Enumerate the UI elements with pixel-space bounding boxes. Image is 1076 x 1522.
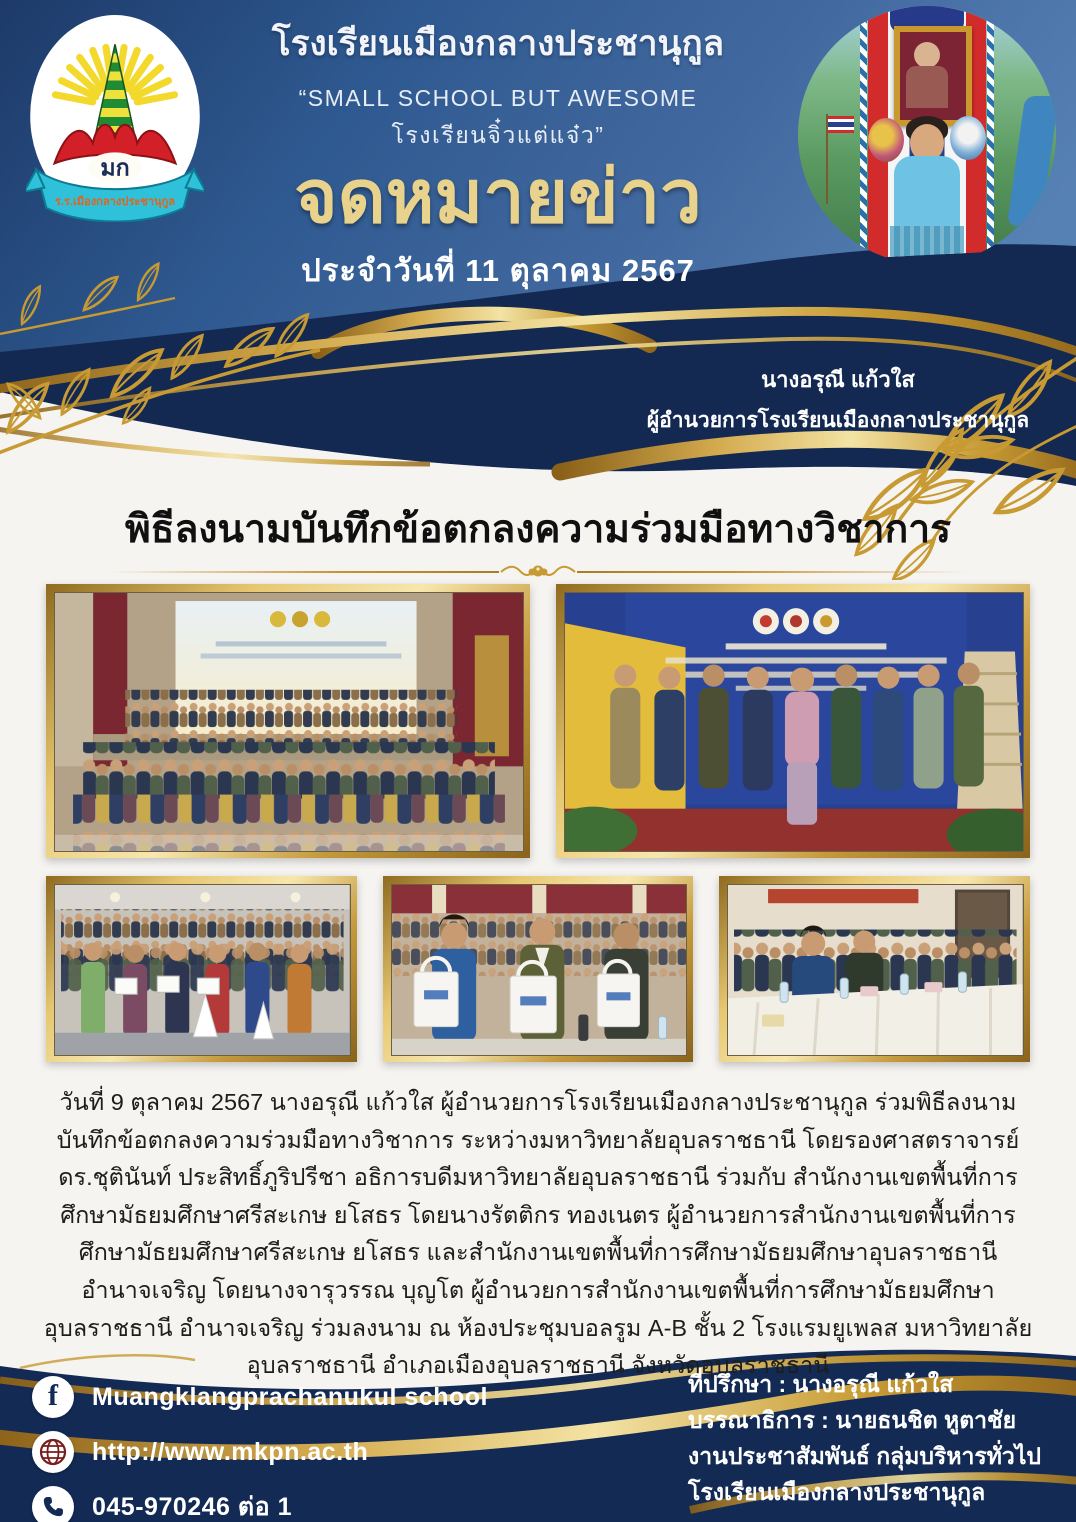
facebook-icon: f [32, 1376, 74, 1418]
thai-flag [828, 116, 854, 133]
director-dress [894, 156, 960, 230]
facebook-name: Muangklangprachanukul school [92, 1382, 488, 1411]
photo-audience-documents [46, 876, 357, 1062]
phone-number: 045-970246 ต่อ 1 [92, 1493, 293, 1521]
footer-contacts [32, 1376, 488, 1522]
director-title: ผู้อำนวยการโรงเรียนเมืองกลางประชานุกูล [646, 409, 1030, 432]
director-name: นางอรุณี แก้วใส [761, 367, 915, 392]
photo-backdrop-group [556, 584, 1030, 858]
logo-abbr-text: มก [100, 154, 130, 181]
credit-school: โรงเรียนเมืองกลางประชานุกูล [688, 1479, 986, 1505]
flower-wreath-left [868, 118, 904, 162]
gold-divider [108, 560, 968, 584]
director-caption [600, 362, 1076, 437]
motto-line1: “SMALL SCHOOL BUT AWESOME [298, 85, 698, 111]
logo-ribbon-text: ร.ร.เมืองกลางประชานุกูล [54, 195, 176, 208]
director-portrait-photo [798, 6, 1056, 264]
website-url: http://www.mkpn.ac.th [92, 1437, 369, 1466]
website-row [32, 1431, 488, 1473]
credit-editor: บรรณาธิการ : นายธนชิต หูตาชัย [688, 1407, 1017, 1433]
footer-credits [688, 1366, 1076, 1510]
phone-icon [32, 1486, 74, 1522]
striped-pole-right [987, 6, 994, 264]
striped-pole-left [860, 6, 867, 264]
school-name: โรงเรียนเมืองกลางประชานุกูล [271, 24, 725, 63]
photo-conference-tables [719, 876, 1030, 1062]
credit-advisor: ที่ปรึกษา : นางอรุณี แก้วใส [688, 1371, 954, 1397]
issue-date: ประจำวันที่ 11 ตุลาคม 2567 [301, 253, 695, 289]
header [198, 16, 798, 295]
school-logo [26, 10, 204, 222]
flower-wreath-right [950, 116, 986, 160]
globe-icon [32, 1431, 74, 1473]
phone-row [32, 1486, 488, 1522]
divider-ornament-icon [499, 560, 577, 584]
photo-grid [46, 584, 1030, 1062]
motto-line2: โรงเรียนจิ๋วแต่แจ๋ว” [391, 122, 605, 148]
photo-tote-bags [383, 876, 694, 1062]
photo-stage-group [46, 584, 530, 858]
article-headline: พิธีลงนามบันทึกข้อตกลงความร่วมมือทางวิชาการ [124, 508, 952, 551]
royal-portrait-frame [894, 26, 972, 126]
facebook-row [32, 1376, 488, 1418]
article-body: วันที่ 9 ตุลาคม 2567 นางอรุณี แก้วใส ผู้อำนวยการโรงเรียนเมืองกลางประชานุกูล ร่วมพิธีลงนามบันทึกข้อตกลงความร่วมมือทางวิชาการ ระหว่างมหาวิทยาลัยอุบลราชธานี โดยรองศาสตราจารย์ ดร.ชุตินันท์ ประสิทธิ์ภูริปรีชา อธิการบดีมหาวิทยาลัยอุบลราชธานี ร่วมกับ สำนักงานเขตพื้นที่การศึกษามัธยมศึกษาศรีสะเกษ ยโสธร โดยนางรัตติกร ทองเนตร ผู้อำนวยการสำนักงานเขตพื้นที่การศึกษามัธยมศึกษาศรีสะเกษ ยโสธร และสำนักงานเขตพื้นที่การศึกษามัธยมศึกษาอุบลราชธานี อำนาจเจริญ โดยนางจารุวรรณ บุญโต ผู้อำนวยการสำนักงานเขตพื้นที่การศึกษามัธยมศึกษาอุบลราชธานี อำนาจเจริญ ร่วมลงนาม ณ ห้องประชุมบอลรูม A-B ชั้น 2 โรงแรมยูเพลส มหาวิทยาลัยอุบลราชธานี อำเภอเมืองอุบลราชธานี จังหวัดอุบลราชธานี [43, 1089, 1033, 1379]
credit-department: งานประชาสัมพันธ์ กลุ่มบริหารทั่วไป [688, 1443, 1042, 1469]
newsletter-title: จดหมายข่าว [294, 157, 702, 239]
